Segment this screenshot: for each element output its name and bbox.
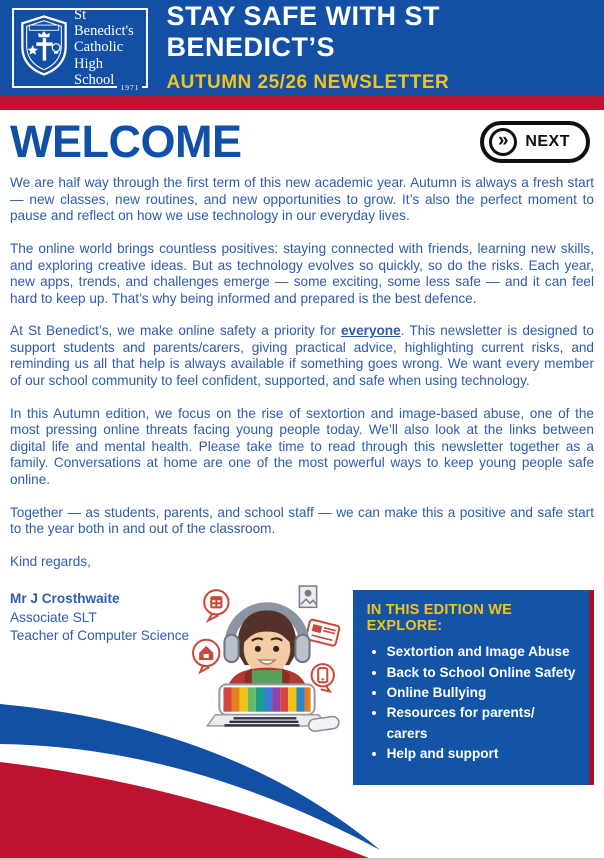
school-crest-icon — [18, 13, 70, 82]
paragraph-priority-after: . This newsletter is designed to support students and parents/carers, giving practical advice, highlighting current risks, and reminding us all that help is always available if something goes wrong. We want every member of our school community to feel confident, supported, and safe when using technology. — [10, 323, 594, 389]
edition-box-red-edge — [589, 590, 594, 784]
id-card-icon — [310, 624, 335, 640]
photo-card-icon — [299, 586, 316, 607]
paragraph-priority — [10, 323, 594, 389]
red-divider-stripe — [0, 95, 604, 110]
edition-topic: • Online Bullying — [387, 683, 576, 703]
signature-name: Mr J Crosthwaite — [10, 591, 120, 607]
welcome-article — [10, 175, 594, 570]
signature-role-1: Associate SLT — [10, 609, 97, 625]
school-name: St Benedict's Catholic High School — [74, 6, 134, 88]
edition-topic: • Help and support — [387, 744, 576, 764]
edition-topic-list — [367, 642, 576, 764]
school-logo — [12, 6, 148, 92]
edition-box — [353, 590, 594, 784]
edition-topic: • Sextortion and Image Abuse — [387, 642, 576, 662]
signature-block — [10, 590, 191, 645]
newsletter-title: STAY SAFE WITH ST BENEDICT’S — [166, 1, 440, 62]
calendar-bubble-icon — [210, 596, 222, 608]
edition-box-heading: IN THIS EDITION WE EXPLORE: — [366, 602, 512, 635]
signature-role-2: Teacher of Computer Science — [10, 627, 190, 643]
paragraph-priority-before: At St Benedict’s, we make online safety a priority for — [10, 323, 341, 339]
paragraph-edition-focus: In this Autumn edition, we focus on the rise of sextortion and image-based abuse, one of the most pressing online threats facing young people today. We’ll also look at the links between digital life and mental health. Please take time to read through this newsletter together as a family. Conversations at home are one of the most powerful ways to keep young people safe online. — [10, 405, 594, 487]
closing-line: Kind regards, — [10, 553, 91, 569]
next-button-label: NEXT — [525, 132, 570, 150]
paragraph-online-world: The online world brings countless positives: staying connected with friends, learning new skills, and exploring creative ideas. But as technology evolves so quickly, so do the risks. Each year, new apps, trends, and challenges emerge — some exciting, some less safe — and it can feel hard to keep up. That’s why being informed and prepared is the best defence. — [10, 240, 594, 306]
edition-topic: • Resources for parents/ carers — [387, 703, 576, 744]
student-illustration — [191, 582, 343, 739]
everyone-link[interactable]: everyone — [340, 323, 401, 339]
paragraph-together: Together — as students, parents, and school staff — we can make this a positive and safe start to the year both in and out of the classroom. — [10, 504, 594, 537]
page-title: WELCOME — [10, 116, 242, 167]
school-founded-year: 1971 — [117, 83, 142, 92]
paragraph-intro: We are half way through the first term of this new academic year. Autumn is always a fresh start — new classes, new routines, and new opportunities to grow. It’s also the perfect moment to pause and reflect on how we use technology in our everyday lives. — [10, 175, 594, 224]
edition-topic: • Back to School Online Safety — [387, 663, 576, 683]
next-button[interactable] — [480, 121, 590, 163]
phone-bubble-icon — [318, 668, 327, 682]
masthead — [0, 0, 604, 95]
chevrons-right-icon: » — [489, 128, 517, 156]
newsletter-subtitle: AUTUMN 25/26 NEWSLETTER — [166, 72, 450, 93]
house-bubble-icon — [199, 646, 213, 660]
